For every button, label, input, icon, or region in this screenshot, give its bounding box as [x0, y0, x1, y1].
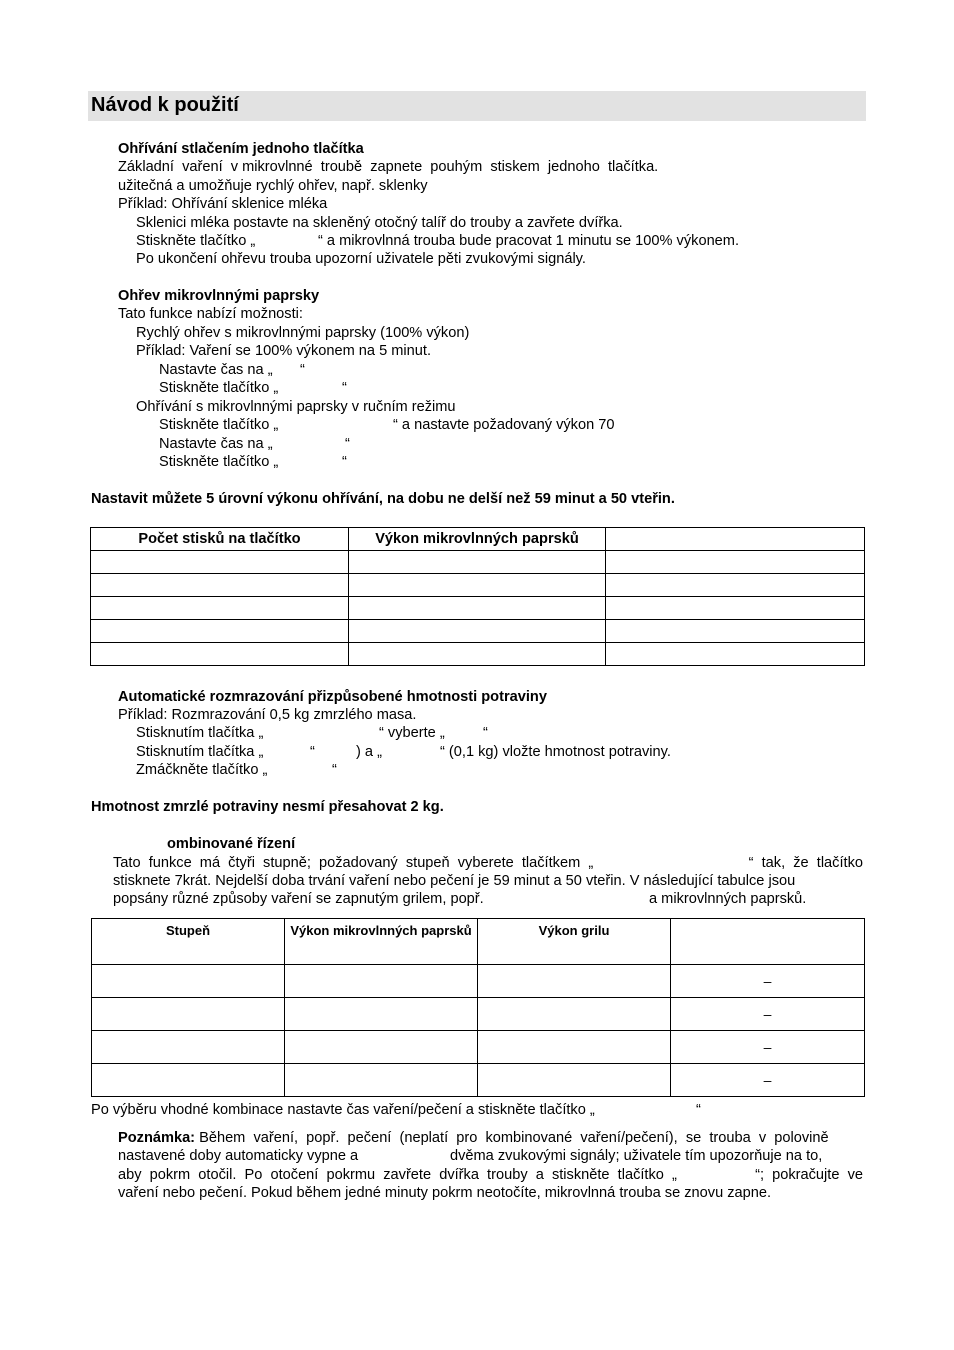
table-cell — [349, 551, 606, 574]
section-title-one-touch: Ohřívání stlačením jednoho tlačítka — [118, 141, 364, 157]
table-row — [91, 597, 865, 620]
note-text-1: Během vaření, popř. pečení (neplatí pro kombinované vaření/pečení), se trouba v polovině — [195, 1130, 829, 1146]
s1-line-5b: “ a mikrovlnná trouba bude pracovat 1 minutu se 100% výkonem. — [318, 233, 740, 249]
s3-line-3d: “ (0,1 kg) vložte hmotnost potraviny. — [440, 744, 671, 760]
table-cell — [92, 1064, 285, 1097]
column-header: Stupeň — [92, 919, 285, 965]
s4-line-3b: a mikrovlnných paprsků. — [649, 891, 807, 907]
s2-line-9a: Stiskněte tlačítko „ — [159, 454, 279, 470]
table-cell — [91, 620, 349, 643]
s2-line-2: Rychlý ohřev s mikrovlnnými paprsky (100% výkon) — [136, 325, 470, 341]
note-line-2b: dvěma zvukovými signály; uživatele tím upozorňuje na to, — [450, 1148, 823, 1164]
s3-line-3a: Stisknutím tlačítka „ — [136, 744, 264, 760]
table-row — [92, 965, 865, 998]
s1-line-6: Po ukončení ohřevu trouba upozorní uživatele pěti zvukovými signály. — [136, 251, 586, 267]
section-title-auto-defrost: Automatické rozmrazování přizpůsobené hmotnosti potraviny — [118, 689, 547, 705]
table-cell — [91, 643, 349, 666]
s3-line-2c: “ — [483, 725, 488, 741]
s2-line-5b: “ — [342, 380, 347, 396]
footer-line-1b: “ — [696, 1102, 701, 1118]
table-cell — [606, 597, 865, 620]
section-title-combined: ombinované řízení — [167, 836, 296, 852]
table-cell — [92, 998, 285, 1031]
table-cell — [285, 1064, 478, 1097]
note-line-1 — [118, 1129, 829, 1147]
s1-line-3: Příklad: Ohřívání sklenice mléka — [118, 196, 328, 212]
table-cell — [606, 574, 865, 597]
column-header: Výkon mikrovlnných paprsků — [285, 919, 478, 965]
s1-line-4: Sklenici mléka postavte na skleněný otočný talíř do trouby a zavřete dvířka. — [136, 215, 623, 231]
table-cell — [478, 965, 671, 998]
table-cell — [285, 998, 478, 1031]
max-weight-note: Hmotnost zmrzlé potraviny nesmí přesahovat 2 kg. — [91, 799, 444, 815]
table-cell — [349, 643, 606, 666]
table-cell — [91, 597, 349, 620]
table-row — [92, 1031, 865, 1064]
power-levels-note: Nastavit můžete 5 úrovní výkonu ohřívání, na dobu ne delší než 59 minut a 50 vteřin. — [91, 491, 675, 507]
table-cell — [478, 1064, 671, 1097]
table-cell — [92, 965, 285, 998]
column-header: Výkon mikrovlnných paprsků — [349, 528, 606, 551]
table-cell — [349, 574, 606, 597]
power-table — [90, 527, 865, 666]
s4-line-1b: “ tak, že tlačítko — [748, 855, 863, 871]
table-cell — [478, 1031, 671, 1064]
s2-line-5a: Stiskněte tlačítko „ — [159, 380, 279, 396]
table-cell — [606, 551, 865, 574]
table-header-row — [91, 528, 865, 551]
column-header: Počet stisků na tlačítko — [91, 528, 349, 551]
table-cell — [91, 574, 349, 597]
s4-line-3a: popsány různé způsoby vaření se zapnutým grilem, popř. — [113, 891, 484, 907]
table-cell: – — [671, 1031, 865, 1064]
table-row — [91, 643, 865, 666]
note-label: Poznámka: — [118, 1130, 196, 1146]
table-cell: – — [671, 1064, 865, 1097]
s3-line-2b: “ vyberte „ — [379, 725, 445, 741]
column-header — [606, 528, 865, 551]
s3-line-4a: Zmáčkněte tlačítko „ — [136, 762, 268, 778]
table-cell — [285, 1031, 478, 1064]
note-line-4: vaření nebo pečení. Pokud během jedné minuty pokrm neotočíte, mikrovlnná trouba se znovu zapne. — [118, 1185, 772, 1201]
s2-line-4a: Nastavte čas na „ — [159, 362, 273, 378]
section-title-microwave: Ohřev mikrovlnnými paprsky — [118, 288, 320, 304]
page-title: Návod k použití — [91, 94, 239, 116]
table-cell — [91, 551, 349, 574]
table-cell: – — [671, 965, 865, 998]
s1-line-1: Základní vaření v mikrovlnné troubě zapnete pouhým stiskem jednoho tlačítka. — [118, 159, 659, 175]
s3-line-4b: “ — [332, 762, 337, 778]
table-cell: – — [671, 998, 865, 1031]
s3-line-2a: Stisknutím tlačítka „ — [136, 725, 264, 741]
s1-line-2: užitečná a umožňuje rychlý ohřev, např. sklenky — [118, 178, 428, 194]
table-cell — [285, 965, 478, 998]
table-row — [92, 1064, 865, 1097]
table-cell — [92, 1031, 285, 1064]
s2-line-8b: “ — [345, 436, 350, 452]
s2-line-3: Příklad: Vaření se 100% výkonem na 5 minut. — [136, 343, 431, 359]
note-line-3b: “; pokračujte ve — [755, 1167, 863, 1183]
s2-line-6: Ohřívání s mikrovlnnými paprsky v ručním režimu — [136, 399, 456, 415]
footer-line-1a: Po výběru vhodné kombinace nastavte čas vaření/pečení a stiskněte tlačítko „ — [91, 1102, 595, 1118]
s2-line-7a: Stiskněte tlačítko „ — [159, 417, 279, 433]
s1-line-5a: Stiskněte tlačítko „ — [136, 233, 256, 249]
s2-line-4b: “ — [300, 362, 305, 378]
column-header: Výkon grilu — [478, 919, 671, 965]
table-header-row — [92, 919, 865, 965]
s3-line-3b: “ — [310, 744, 315, 760]
table-row — [92, 998, 865, 1031]
s3-line-1: Příklad: Rozmrazování 0,5 kg zmrzlého masa. — [118, 707, 417, 723]
s2-line-8a: Nastavte čas na „ — [159, 436, 273, 452]
s2-line-1: Tato funkce nabízí možnosti: — [118, 306, 303, 322]
note-line-3a: aby pokrm otočil. Po otočení pokrmu zavřete dvířka trouby a stiskněte tlačítko „ — [118, 1167, 677, 1183]
table-row — [91, 574, 865, 597]
column-header — [671, 919, 865, 965]
table-cell — [349, 620, 606, 643]
note-line-2a: nastavené doby automaticky vypne a — [118, 1148, 359, 1164]
combination-table — [91, 918, 865, 1097]
s2-line-9b: “ — [342, 454, 347, 470]
s4-line-2: stisknete 7krát. Nejdelší doba trvání vaření nebo pečení je 59 minut a 50 vteřin. V následující tabulce jsou — [113, 873, 796, 889]
table-cell — [606, 643, 865, 666]
table-cell — [478, 998, 671, 1031]
s3-line-3c: ) a „ — [356, 744, 382, 760]
table-cell — [349, 597, 606, 620]
s2-line-7b: “ a nastavte požadovaný výkon 70 — [393, 417, 615, 433]
table-row — [91, 620, 865, 643]
s4-line-1a: Tato funkce má čtyři stupně; požadovaný stupeň vyberete tlačítkem „ — [113, 855, 594, 871]
table-row — [91, 551, 865, 574]
table-cell — [606, 620, 865, 643]
